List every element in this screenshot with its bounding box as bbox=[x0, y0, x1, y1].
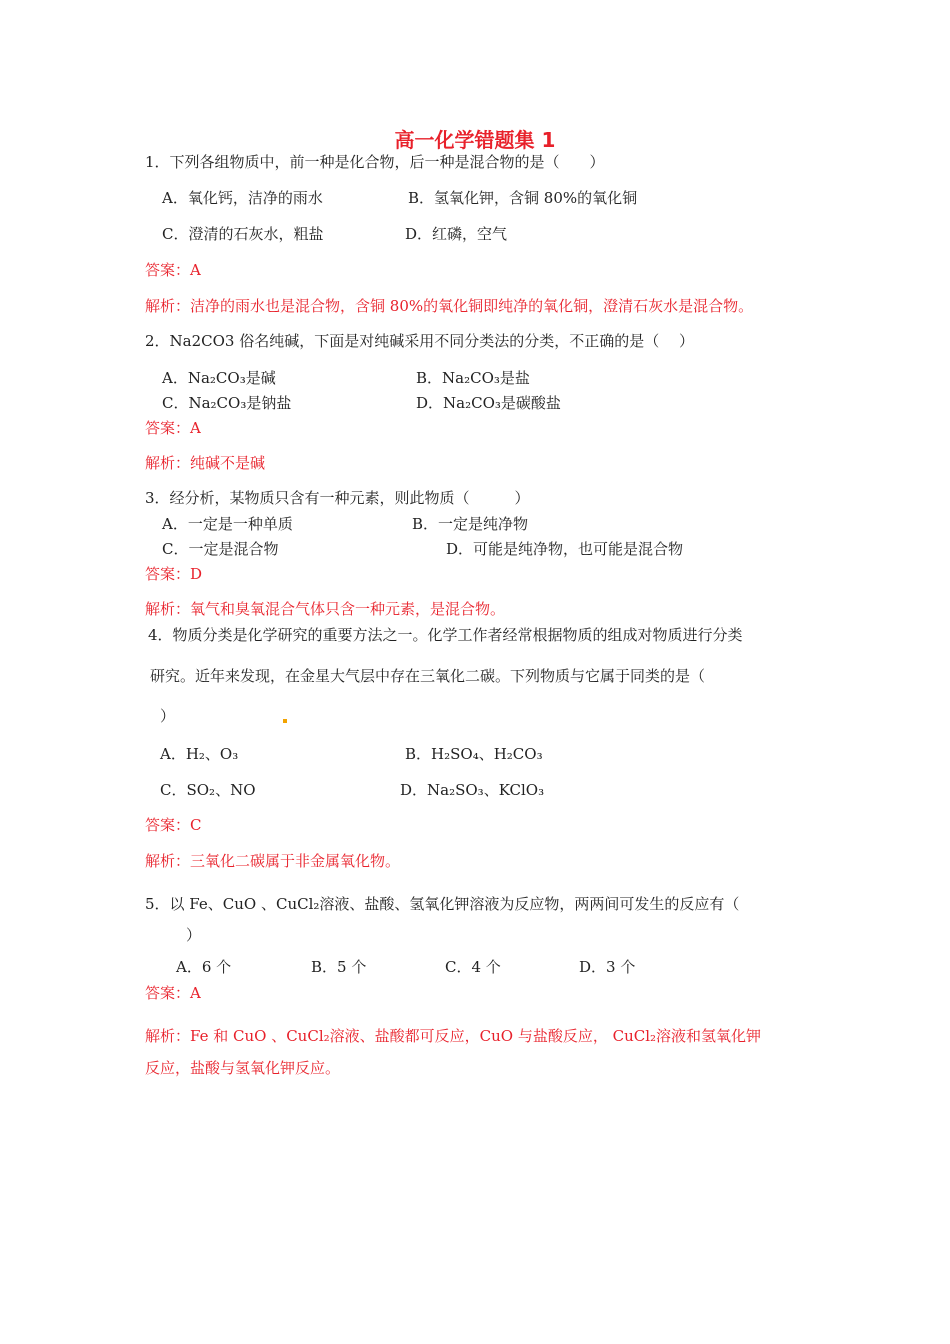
question-3-option-d: D．可能是纯净物，也可能是混合物 bbox=[446, 540, 684, 558]
question-4-stem-line-1: 4．物质分类是化学研究的重要方法之一。化学工作者经常根据物质的组成对物质进行分类 bbox=[148, 626, 743, 644]
question-3-stem: 3．经分析，某物质只含有一种元素，则此物质（ ） bbox=[145, 489, 530, 507]
question-5-stem-line-2: ） bbox=[186, 926, 202, 944]
question-1-option-d: D．红磷，空气 bbox=[405, 225, 508, 243]
question-4-option-d: D．Na₂SO₃、KClO₃ bbox=[400, 781, 545, 799]
question-4-stem-line-3: ） bbox=[160, 707, 176, 725]
question-5-analysis-line-1: 解析：Fe 和 CuO 、CuCl₂溶液、盐酸都可反应，CuO 与盐酸反应， CuCl₂溶液和氢氧化钾 bbox=[145, 1027, 762, 1045]
question-2-analysis: 解析：纯碱不是碱 bbox=[145, 454, 266, 472]
question-1-stem: 1．下列各组物质中，前一种是化合物，后一种是混合物的是（ ） bbox=[145, 153, 605, 171]
question-4-analysis: 解析：三氧化二碳属于非金属氧化物。 bbox=[145, 852, 401, 870]
question-5-option-b: B．5 个 bbox=[311, 958, 367, 976]
question-2-option-c: C．Na₂CO₃是钠盐 bbox=[162, 394, 292, 412]
question-5-option-d: D．3 个 bbox=[579, 958, 636, 976]
question-2-option-a: A．Na₂CO₃是碱 bbox=[162, 369, 276, 387]
question-5-stem-line-1: 5．以 Fe、CuO 、CuCl₂溶液、盐酸、氢氧化钾溶液为反应物，两两间可发生的反应有（ bbox=[145, 895, 740, 913]
question-5-answer: 答案：A bbox=[145, 984, 201, 1002]
question-4-option-c: C．SO₂、NO bbox=[160, 781, 256, 799]
question-2-stem: 2．Na2CO3 俗名纯碱，下面是对纯碱采用不同分类法的分类，不正确的是（ ） bbox=[145, 332, 695, 350]
page-title: 高一化学错题集 1 bbox=[394, 128, 556, 152]
question-4-answer: 答案：C bbox=[145, 816, 202, 834]
question-4-stem-line-2: 研究。近年来发现，在金星大气层中存在三氧化二碳。下列物质与它属于同类的是（ bbox=[150, 667, 706, 685]
question-3-option-c: C．一定是混合物 bbox=[162, 540, 279, 558]
question-5-option-c: C．4 个 bbox=[445, 958, 501, 976]
question-1-option-a: A．氧化钙，洁净的雨水 bbox=[162, 189, 323, 207]
question-4-option-b: B．H₂SO₄、H₂CO₃ bbox=[405, 745, 543, 763]
question-1-option-b: B．氢氧化钾，含铜 80%的氧化铜 bbox=[408, 189, 638, 207]
question-2-option-d: D．Na₂CO₃是碳酸盐 bbox=[416, 394, 561, 412]
scan-artifact-mark bbox=[283, 719, 287, 723]
question-3-analysis: 解析：氧气和臭氧混合气体只含一种元素，是混合物。 bbox=[145, 600, 506, 618]
question-4-option-a: A．H₂、O₃ bbox=[160, 745, 239, 763]
question-2-option-b: B．Na₂CO₃是盐 bbox=[416, 369, 530, 387]
question-3-option-b: B．一定是纯净物 bbox=[412, 515, 529, 533]
question-3-answer: 答案：D bbox=[145, 565, 203, 583]
question-1-option-c: C．澄清的石灰水，粗盐 bbox=[162, 225, 324, 243]
question-5-option-a: A．6 个 bbox=[176, 958, 232, 976]
question-1-answer: 答案：A bbox=[145, 261, 201, 279]
question-5-analysis-line-2: 反应，盐酸与氢氧化钾反应。 bbox=[145, 1059, 341, 1077]
question-2-answer: 答案：A bbox=[145, 419, 201, 437]
question-3-option-a: A．一定是一种单质 bbox=[162, 515, 293, 533]
question-1-analysis: 解析：洁净的雨水也是混合物，含铜 80%的氧化铜即纯净的氧化铜，澄清石灰水是混合物。 bbox=[145, 297, 754, 315]
